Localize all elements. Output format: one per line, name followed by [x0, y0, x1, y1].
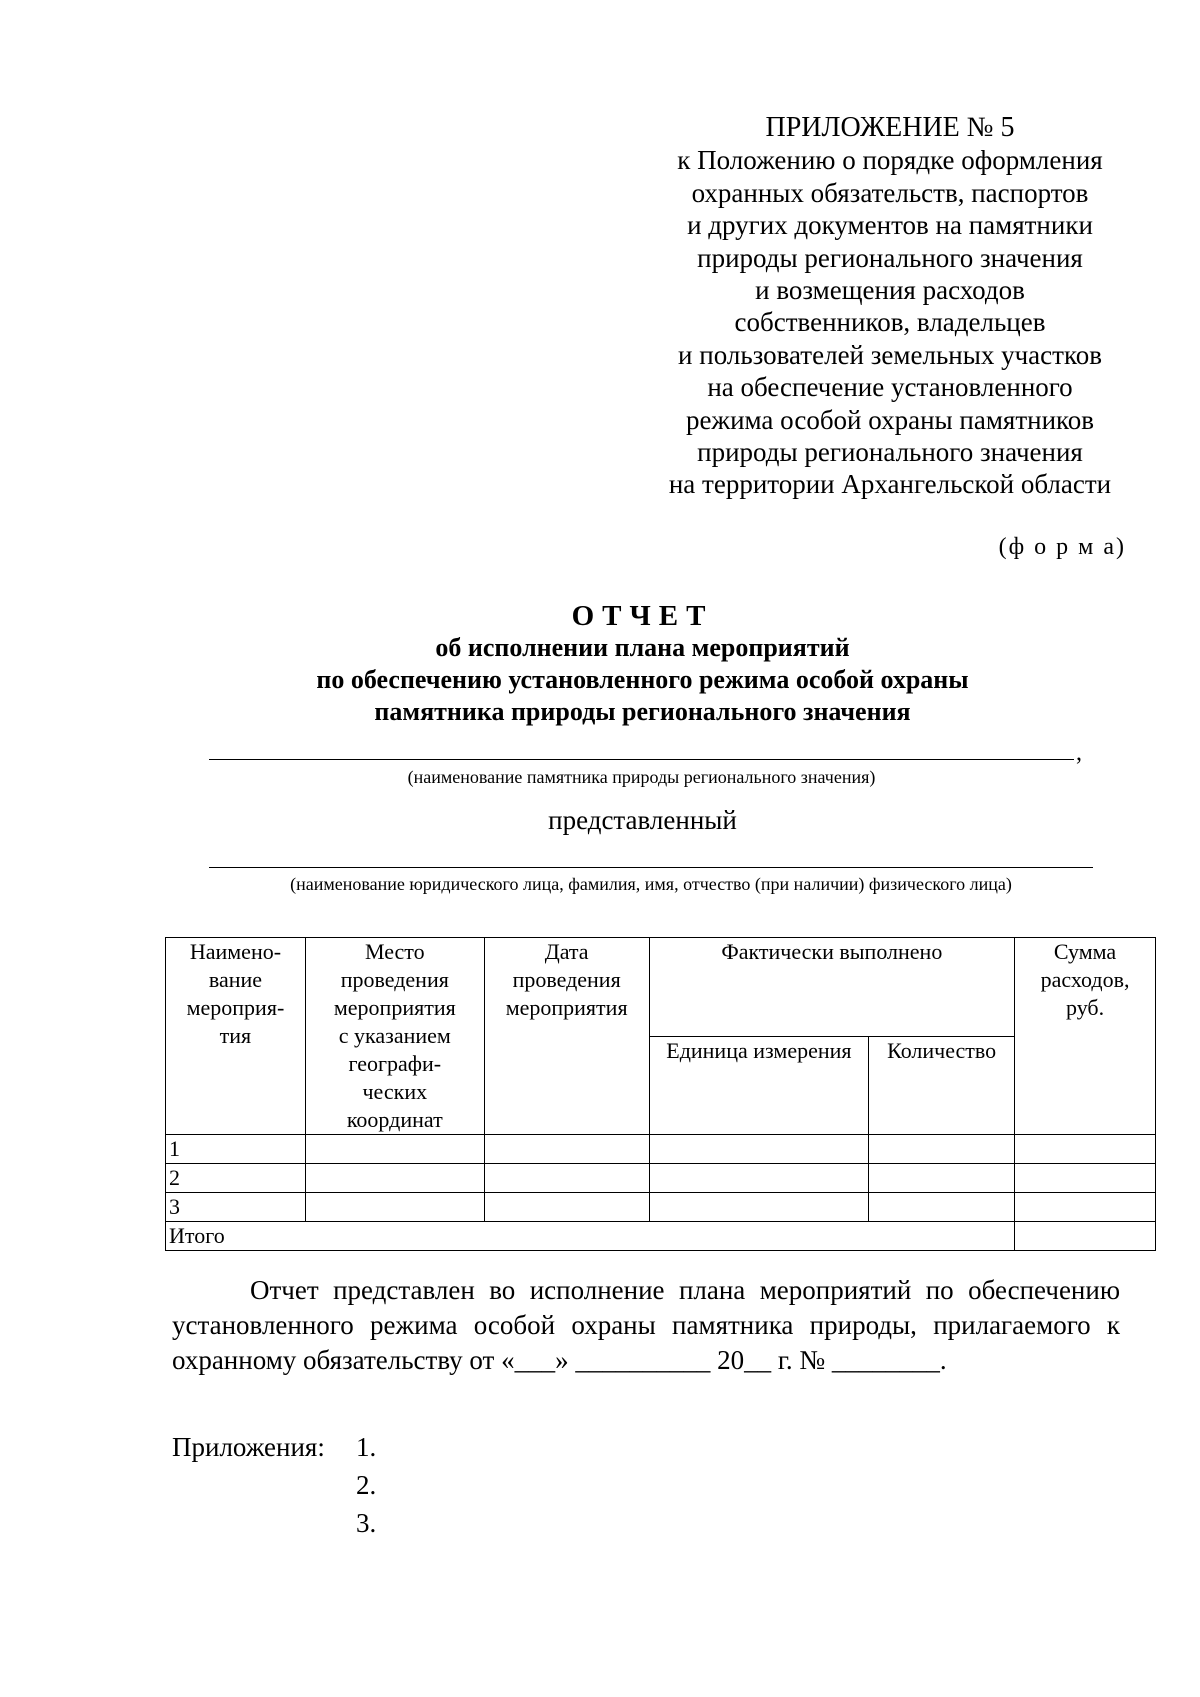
annex-line: и пользователей земельных участков	[678, 339, 1102, 370]
name-line-comma: ,	[1076, 740, 1082, 766]
row-number: 1	[166, 1135, 306, 1164]
attachment-item: 3.	[356, 1508, 377, 1538]
report-subtitle-line: памятника природы регионального значения	[374, 697, 911, 726]
header-quantity: Количество	[869, 1036, 1015, 1135]
attachments-label: Приложения:	[172, 1432, 325, 1462]
annex-line: режима особой охраны памятников	[685, 404, 1095, 435]
annex-line: собственников, владельцев	[734, 307, 1046, 338]
monument-name-field[interactable]	[209, 759, 1074, 760]
table-cell[interactable]	[305, 1164, 484, 1193]
form-label: (ф о р м а)	[998, 534, 1126, 560]
entity-name-field[interactable]	[209, 867, 1093, 868]
monument-name-caption: (наименование памятника природы регионального значения)	[407, 767, 876, 787]
annex-line: на территории Архангельской области	[668, 469, 1112, 500]
table-cell[interactable]	[484, 1135, 649, 1164]
total-label: Итого	[166, 1222, 1015, 1251]
header-place: Место проведения мероприятия с указанием географи- ческих координат	[305, 938, 484, 1135]
report-subtitle	[160, 632, 1125, 728]
table-cell[interactable]	[869, 1135, 1015, 1164]
report-statement	[172, 1273, 1120, 1378]
annex-line: на обеспечение установленного	[707, 372, 1073, 403]
row-number: 2	[166, 1164, 306, 1193]
table-cell[interactable]	[649, 1164, 869, 1193]
table-row	[166, 1193, 1156, 1222]
annex-line: природы регионального значения	[697, 437, 1083, 468]
attachment-item: 2.	[356, 1470, 377, 1500]
total-sum-cell[interactable]	[1015, 1222, 1156, 1251]
attachments-list	[356, 1428, 376, 1542]
table-cell[interactable]	[649, 1135, 869, 1164]
header-date: Дата проведения мероприятия	[484, 938, 649, 1135]
table-cell[interactable]	[869, 1164, 1015, 1193]
table-cell[interactable]	[484, 1164, 649, 1193]
table-cell[interactable]	[1015, 1193, 1156, 1222]
report-title: ОТЧЕТ	[571, 600, 714, 632]
table-cell[interactable]	[1015, 1164, 1156, 1193]
table-cell[interactable]	[305, 1193, 484, 1222]
table-row	[166, 1164, 1156, 1193]
report-table	[165, 937, 1156, 1251]
annex-line: природы регионального значения	[697, 242, 1083, 273]
table-cell[interactable]	[869, 1193, 1015, 1222]
annex-line: охранных обязательств, паспортов	[691, 177, 1089, 208]
header-unit: Единица измерения	[649, 1036, 869, 1135]
table-cell[interactable]	[484, 1193, 649, 1222]
report-statement-text: Отчет представлен во исполнение плана мероприятий по обеспечению установленного режима особой охраны памятника природы, прилагаемого к охранному обязательству от «___» __________ 20__ г. № ________.	[172, 1275, 1120, 1375]
row-number: 3	[166, 1193, 306, 1222]
entity-name-caption: (наименование юридического лица, фамилия, имя, отчество (при наличии) физического лица)	[290, 874, 1012, 894]
table-cell[interactable]	[1015, 1135, 1156, 1164]
annex-title: ПРИЛОЖЕНИЕ № 5	[765, 112, 1015, 143]
attachments	[172, 1428, 377, 1538]
table-cell[interactable]	[305, 1135, 484, 1164]
header-actual-done: Фактически выполнено	[649, 938, 1015, 1037]
report-subtitle-line: об исполнении плана мероприятий	[435, 633, 850, 662]
report-subtitle-line: по обеспечению установленного режима особой охраны	[316, 665, 969, 694]
table-cell[interactable]	[649, 1193, 869, 1222]
annex-line: и возмещения расходов	[755, 275, 1025, 306]
table-total-row	[166, 1222, 1156, 1251]
represented-label: представленный	[548, 805, 737, 835]
annex-line: и других документов на памятники	[687, 210, 1093, 241]
attachment-item: 1.	[356, 1432, 377, 1462]
header-activity-name: Наимено- вание мероприя- тия	[166, 938, 306, 1135]
header-sum: Сумма расходов, руб.	[1015, 938, 1156, 1135]
table-row	[166, 1135, 1156, 1164]
annex-line: к Положению о порядке оформления	[677, 145, 1103, 176]
annex-header	[620, 112, 1160, 501]
